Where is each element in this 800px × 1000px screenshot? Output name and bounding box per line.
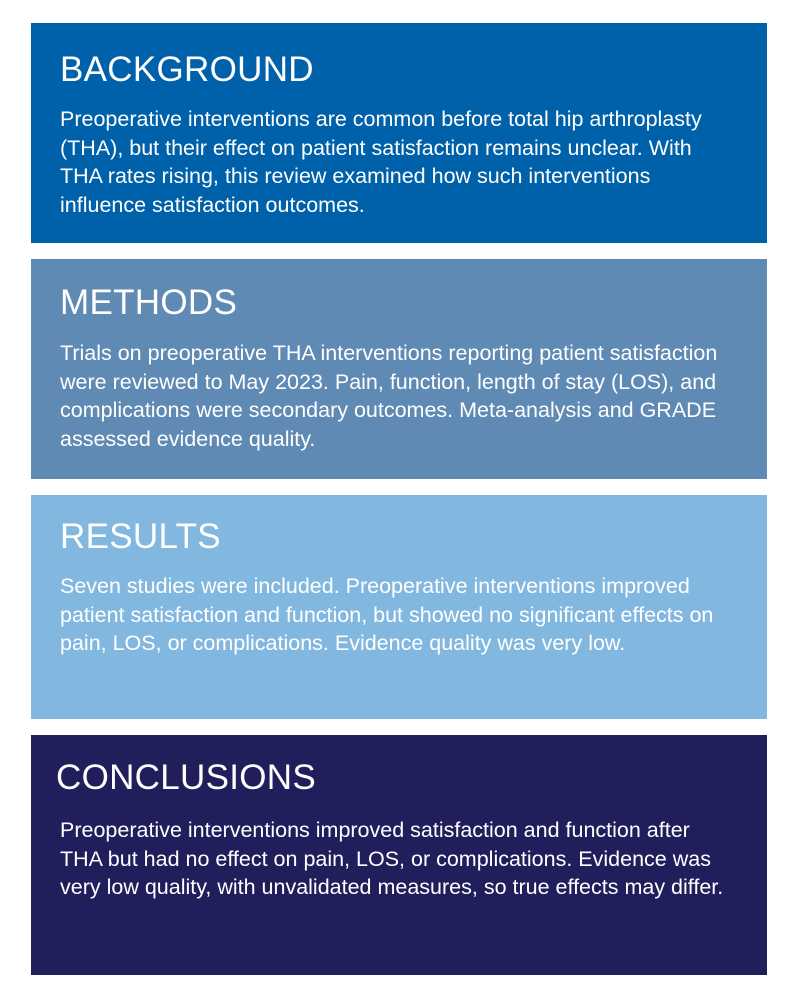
background-heading: BACKGROUND <box>60 50 314 89</box>
results-section <box>31 495 767 719</box>
methods-body: Trials on preoperative THA interventions reporting patient satisfaction were reviewed to May 2023. Pain, function, length of stay (LOS), and complications were secondary outcomes. Meta-analysis and GRADE assessed evidence quality. <box>60 341 718 451</box>
background-section <box>31 23 767 243</box>
results-body: Seven studies were included. Preoperative interventions improved patient satisfaction and function, but showed no significant effects on pain, LOS, or complications. Evidence quality was very low. <box>60 574 714 655</box>
conclusions-section <box>31 735 767 975</box>
results-heading: RESULTS <box>60 517 221 556</box>
conclusions-body: Preoperative interventions improved satisfaction and function after THA but had no effect on pain, LOS, or complications. Evidence was very low quality, with unvalidated measures, so true effects may differ. <box>60 818 724 899</box>
background-body: Preoperative interventions are common before total hip arthroplasty (THA), but their effect on patient satisfaction remains unclear. With THA rates rising, this review examined how such interventions influence satisfaction outcomes. <box>60 107 702 217</box>
methods-heading: METHODS <box>60 283 238 322</box>
methods-section <box>31 259 767 479</box>
conclusions-heading: CONCLUSIONS <box>56 758 317 797</box>
